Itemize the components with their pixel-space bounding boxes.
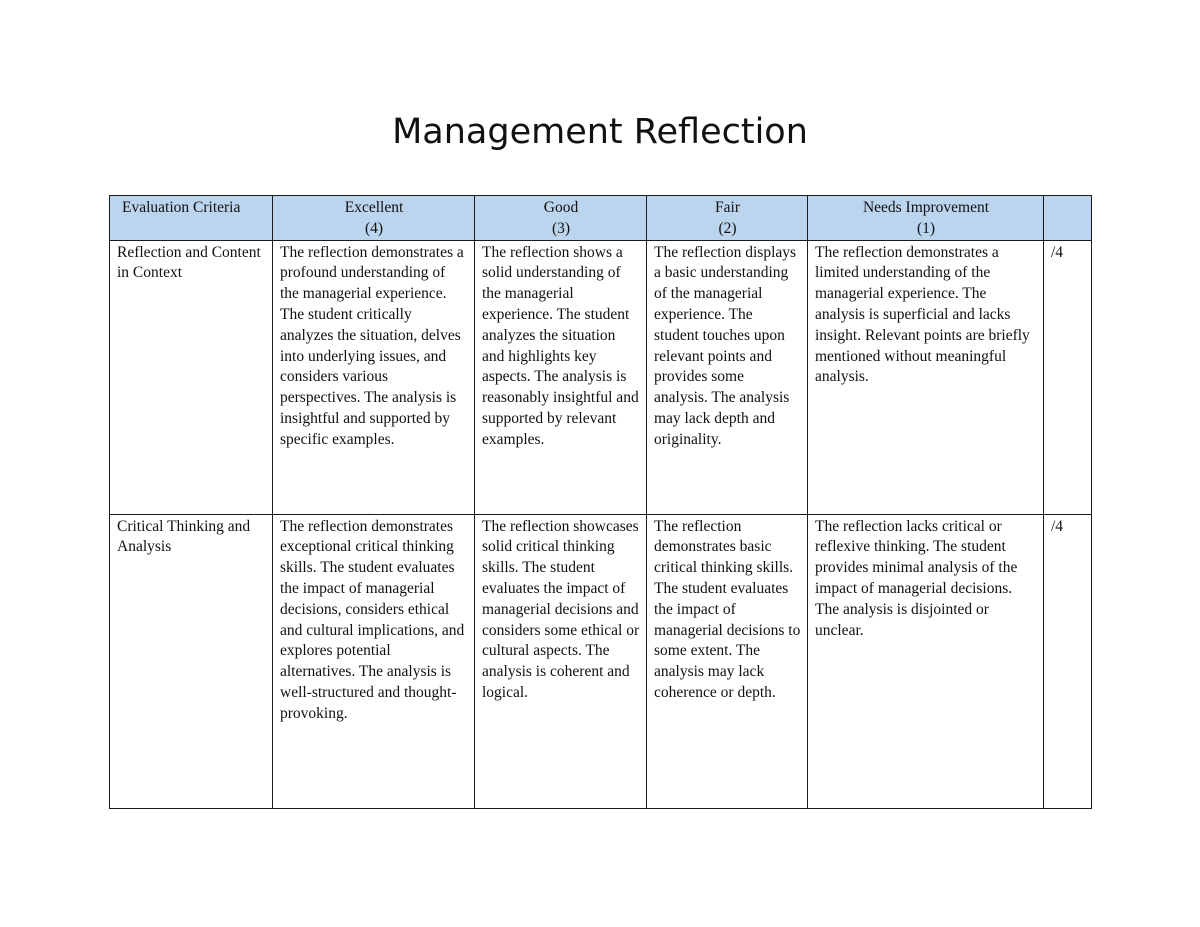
table-row xyxy=(110,514,1092,808)
criteria-cell: Reflection and Content in Context xyxy=(110,240,273,514)
page-title: Management Reflection xyxy=(392,112,808,152)
header-score xyxy=(1044,196,1092,241)
needs-improvement-cell: The reflection demonstrates a limited understanding of the managerial experience. The analysis is superficial and lacks insight. Relevant points are briefly mentioned without meaningful analysis. xyxy=(808,240,1044,514)
needs-improvement-cell: The reflection lacks critical or reflexive thinking. The student provides minimal analysis of the impact of managerial decisions. The analysis is disjointed or unclear. xyxy=(808,514,1044,808)
excellent-cell: The reflection demonstrates a profound understanding of the managerial experience. The student critically analyzes the situation, delves into underlying issues, and considers various perspectives. The analysis is insightful and supported by specific examples. xyxy=(273,240,475,514)
header-good-label: Good xyxy=(543,199,579,216)
header-criteria: Evaluation Criteria xyxy=(110,196,273,241)
excellent-cell: The reflection demonstrates exceptional critical thinking skills. The student evaluates the impact of managerial decisions, considers ethical and cultural implications, and explores potential alternatives. The analysis is well-structured and thought-provoking. xyxy=(273,514,475,808)
header-needs-improvement-points: (1) xyxy=(916,219,936,237)
good-cell: The reflection shows a solid understanding of the managerial experience. The student analyzes the situation and highlights key aspects. The analysis is reasonably insightful and supported by relevant examples. xyxy=(475,240,647,514)
header-excellent-label: Excellent xyxy=(344,199,404,216)
header-fair-label: Fair xyxy=(715,199,740,216)
criteria-cell: Critical Thinking and Analysis xyxy=(110,514,273,808)
rubric-table xyxy=(109,195,1092,809)
header-good xyxy=(475,196,647,241)
table-row xyxy=(110,240,1092,514)
header-row xyxy=(110,196,1092,241)
fair-cell: The reflection demonstrates basic critical thinking skills. The student evaluates the impact of managerial decisions to some extent. The analysis may lack coherence or depth. xyxy=(647,514,808,808)
score-cell: /4 xyxy=(1044,240,1092,514)
fair-cell: The reflection displays a basic understanding of the managerial experience. The student touches upon relevant points and provides some analysis. The analysis may lack depth and originality. xyxy=(647,240,808,514)
header-needs-improvement-label: Needs Improvement xyxy=(862,199,990,216)
header-excellent xyxy=(273,196,475,241)
header-needs-improvement xyxy=(808,196,1044,241)
header-excellent-points: (4) xyxy=(364,219,384,237)
good-cell: The reflection showcases solid critical thinking skills. The student evaluates the impact of managerial decisions and considers some ethical or cultural aspects. The analysis is coherent and logical. xyxy=(475,514,647,808)
header-fair-points: (2) xyxy=(718,219,737,237)
score-cell: /4 xyxy=(1044,514,1092,808)
header-fair xyxy=(647,196,808,241)
header-good-points: (3) xyxy=(551,219,571,237)
